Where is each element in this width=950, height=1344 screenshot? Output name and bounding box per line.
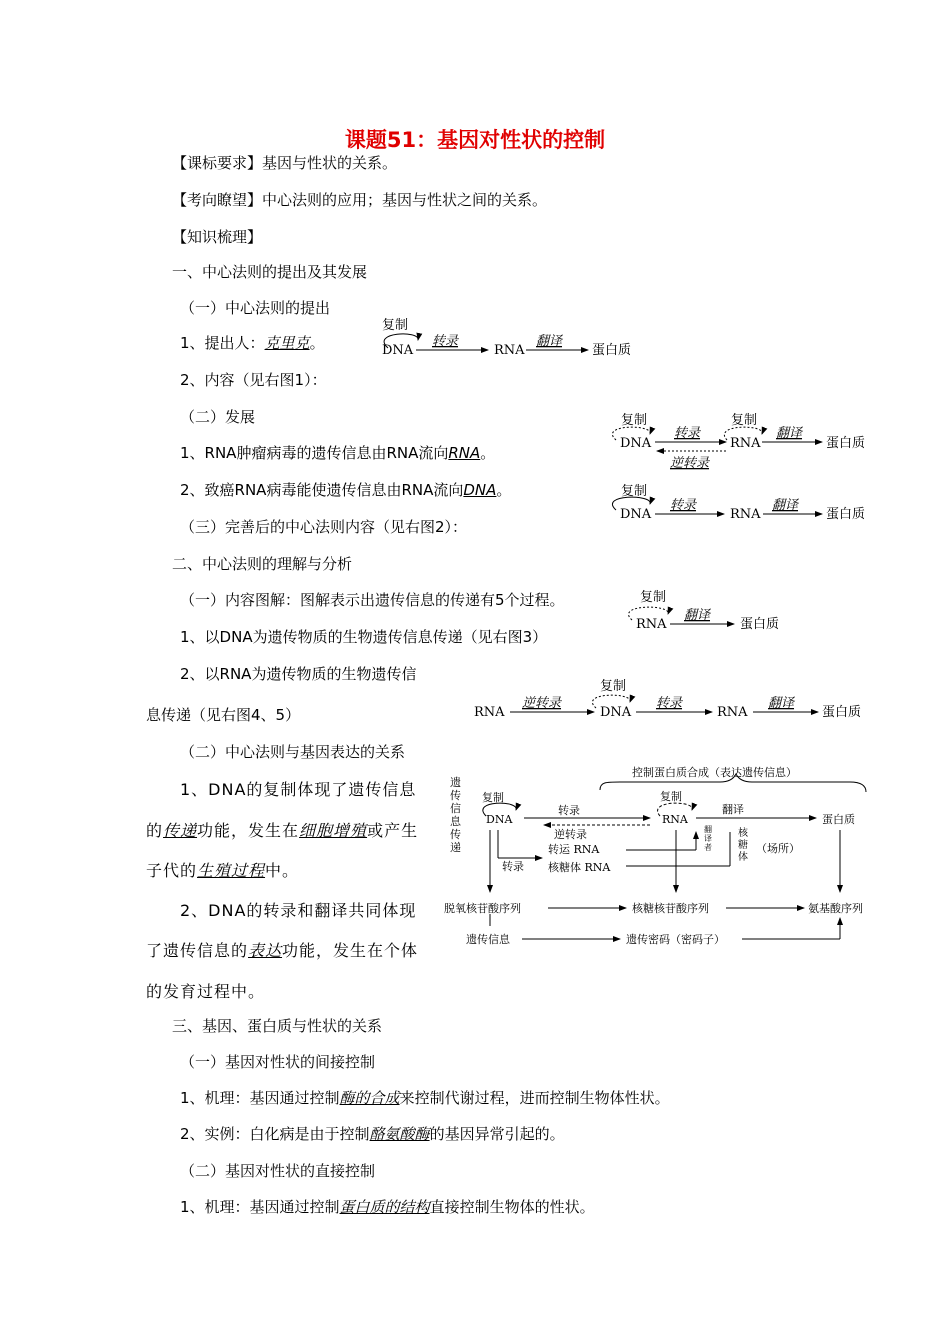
rna-organism-line: 2、以RNA为遗传物质的生物遗传信 <box>180 665 417 683</box>
fig1-translation: 翻译 <box>536 334 563 349</box>
svg-text:脱氧核苷酸序列: 脱氧核苷酸序列 <box>444 902 521 915</box>
svg-text:RNA: RNA <box>717 705 748 720</box>
section-1-heading: 一、中心法则的提出及其发展 <box>172 263 368 281</box>
svg-text:转运 RNA: 转运 RNA <box>548 843 600 856</box>
svg-text:RNA: RNA <box>730 436 761 451</box>
svg-text:翻译: 翻译 <box>772 498 799 513</box>
svg-text:递: 递 <box>450 841 461 854</box>
subsection-1-1: （一）中心法则的提出 <box>180 299 331 317</box>
fig1-protein: 蛋白质 <box>592 343 632 358</box>
svg-text:RNA: RNA <box>662 813 688 826</box>
figure-1 <box>382 317 631 358</box>
subsection-2-1: （一）内容图解：图解表示出遗传信息的传递有5个过程。 <box>180 591 565 609</box>
svg-text:译: 译 <box>704 834 712 843</box>
figure-5 <box>444 765 866 946</box>
svg-text:翻译: 翻译 <box>776 426 803 441</box>
content-line: 2、内容（见右图1）： <box>180 371 327 389</box>
svg-text:蛋白质: 蛋白质 <box>826 507 866 522</box>
svg-text:转录: 转录 <box>670 498 697 513</box>
indirect-mechanism-line: 1、机理：基因通过控制酶的合成来控制代谢过程，进而控制生物体性状。 <box>180 1089 670 1107</box>
svg-text:遗传信息: 遗传信息 <box>466 933 510 946</box>
answer-dna: DNA <box>463 481 497 499</box>
subsection-3-1: （一）基因对性状的间接控制 <box>180 1053 376 1071</box>
svg-text:体: 体 <box>738 852 748 863</box>
svg-text:糖: 糖 <box>738 840 748 851</box>
svg-text:传: 传 <box>450 789 461 802</box>
svg-text:DNA: DNA <box>486 813 513 826</box>
answer-proposer: 克里克 <box>264 334 310 352</box>
svg-text:复制: 复制 <box>660 790 682 803</box>
svg-text:翻译: 翻译 <box>722 803 744 816</box>
subsection-1-3: （三）完善后的中心法则内容（见右图2）： <box>180 518 468 536</box>
svg-text:复制: 复制 <box>731 413 758 428</box>
fig5-header: 控制蛋白质合成（表达遗传信息） <box>632 766 797 779</box>
svg-text:核糖体 RNA: 核糖体 RNA <box>548 861 611 874</box>
page-title: 课题51：基因对性状的控制 <box>344 128 606 152</box>
cancer-virus-line: 2、致癌RNA病毒能使遗传信息由RNA流向DNA。 <box>180 481 512 499</box>
svg-text:信: 信 <box>450 802 461 815</box>
answer-rna: RNA <box>448 444 481 462</box>
subsection-3-2: （二）基因对性状的直接控制 <box>180 1162 376 1180</box>
replication-line-cont: 的传递功能，发生在细胞增殖或产生 <box>146 821 419 840</box>
albinism-example-line: 2、实例：白化病是由于控制酪氨酸酶的基因异常引起的。 <box>180 1125 565 1143</box>
svg-text:复制: 复制 <box>621 413 648 428</box>
figure-3 <box>629 589 779 632</box>
knowledge-heading: 【知识梳理】 <box>172 228 263 246</box>
svg-text:转录: 转录 <box>674 426 701 441</box>
answer-enzyme-synthesis: 酶的合成 <box>339 1089 400 1107</box>
subsection-2-2: （二）中心法则与基因表达的关系 <box>180 743 406 761</box>
svg-text:逆转录: 逆转录 <box>554 828 587 841</box>
figure-2b <box>612 483 865 522</box>
svg-text:者: 者 <box>704 843 712 852</box>
svg-text:传: 传 <box>450 828 461 841</box>
exam-outlook: 【考向瞭望】中心法则的应用；基因与性状之间的关系。 <box>172 191 548 209</box>
svg-text:蛋白质: 蛋白质 <box>822 705 862 720</box>
svg-text:翻: 翻 <box>704 825 712 834</box>
answer-protein-structure: 蛋白质的结构 <box>339 1198 430 1216</box>
fig1-replication-label: 复制 <box>382 318 409 333</box>
svg-text:核: 核 <box>738 828 748 839</box>
svg-text:核糖核苷酸序列: 核糖核苷酸序列 <box>632 902 709 915</box>
svg-text:翻译: 翻译 <box>768 696 795 711</box>
svg-text:复制: 复制 <box>482 791 504 804</box>
rna-organism-line-cont: 息传递（见右图4、5） <box>146 706 301 724</box>
subsection-1-2: （二）发展 <box>180 408 256 426</box>
replication-line-cont2: 子代的生殖过程中。 <box>146 861 300 880</box>
answer-expression: 表达 <box>248 941 283 960</box>
svg-text:复制: 复制 <box>600 679 627 694</box>
svg-text:复制: 复制 <box>621 484 648 499</box>
expression-line: 2、DNA的转录和翻译共同体现 <box>180 901 417 920</box>
svg-text:蛋白质: 蛋白质 <box>740 617 780 632</box>
direct-mechanism-line: 1、机理：基因通过控制蛋白质的结构直接控制生物体的性状。 <box>180 1198 595 1216</box>
dna-organism-line: 1、以DNA为遗传物质的生物遗传信息传递（见右图3） <box>180 628 548 646</box>
svg-text:RNA: RNA <box>474 705 505 720</box>
svg-text:RNA: RNA <box>730 507 761 522</box>
proposer-line: 1、提出人：克里克。 <box>180 334 325 352</box>
svg-text:转录: 转录 <box>502 860 524 873</box>
fig1-dna: DNA <box>382 343 414 358</box>
section-3-heading: 三、基因、蛋白质与性状的关系 <box>172 1017 383 1035</box>
svg-text:遗传密码（密码子）: 遗传密码（密码子） <box>626 933 725 946</box>
fig5-side-label <box>450 775 462 854</box>
svg-text:遗: 遗 <box>450 776 461 789</box>
svg-text:蛋白质: 蛋白质 <box>826 436 866 451</box>
rna-tumor-virus-line: 1、RNA肿瘤病毒的遗传信息由RNA流向RNA。 <box>180 444 496 462</box>
svg-text:DNA: DNA <box>600 705 632 720</box>
answer-reproduction: 生殖过程 <box>197 861 266 880</box>
svg-text:DNA: DNA <box>620 436 652 451</box>
svg-text:RNA: RNA <box>636 617 667 632</box>
svg-text:转录: 转录 <box>558 804 580 817</box>
svg-text:DNA: DNA <box>620 507 652 522</box>
replication-line: 1、DNA的复制体现了遗传信息 <box>180 780 417 799</box>
svg-text:复制: 复制 <box>640 590 667 605</box>
curriculum-requirement: 【课标要求】基因与性状的关系。 <box>172 154 398 172</box>
answer-cell-proliferation: 细胞增殖 <box>299 821 368 840</box>
svg-text:蛋白质: 蛋白质 <box>822 813 855 826</box>
fig1-transcription: 转录 <box>432 334 459 349</box>
svg-text:逆转录: 逆转录 <box>670 456 710 471</box>
svg-text:（场所）: （场所） <box>756 842 800 855</box>
svg-text:息: 息 <box>450 815 461 828</box>
svg-text:翻译: 翻译 <box>684 608 711 623</box>
fig1-rna: RNA <box>494 343 525 358</box>
figure-2a <box>612 412 865 471</box>
svg-text:氨基酸序列: 氨基酸序列 <box>808 902 863 915</box>
svg-text:逆转录: 逆转录 <box>522 696 562 711</box>
section-2-heading: 二、中心法则的理解与分析 <box>172 555 353 573</box>
figure-4 <box>474 678 861 720</box>
svg-text:转录: 转录 <box>656 696 683 711</box>
answer-transmission: 传递 <box>163 821 198 840</box>
answer-tyrosinase: 酪氨酸酶 <box>369 1125 430 1143</box>
expression-line-cont2: 的发育过程中。 <box>146 982 266 1001</box>
expression-line-cont: 了遗传信息的表达功能，发生在个体 <box>146 941 419 960</box>
